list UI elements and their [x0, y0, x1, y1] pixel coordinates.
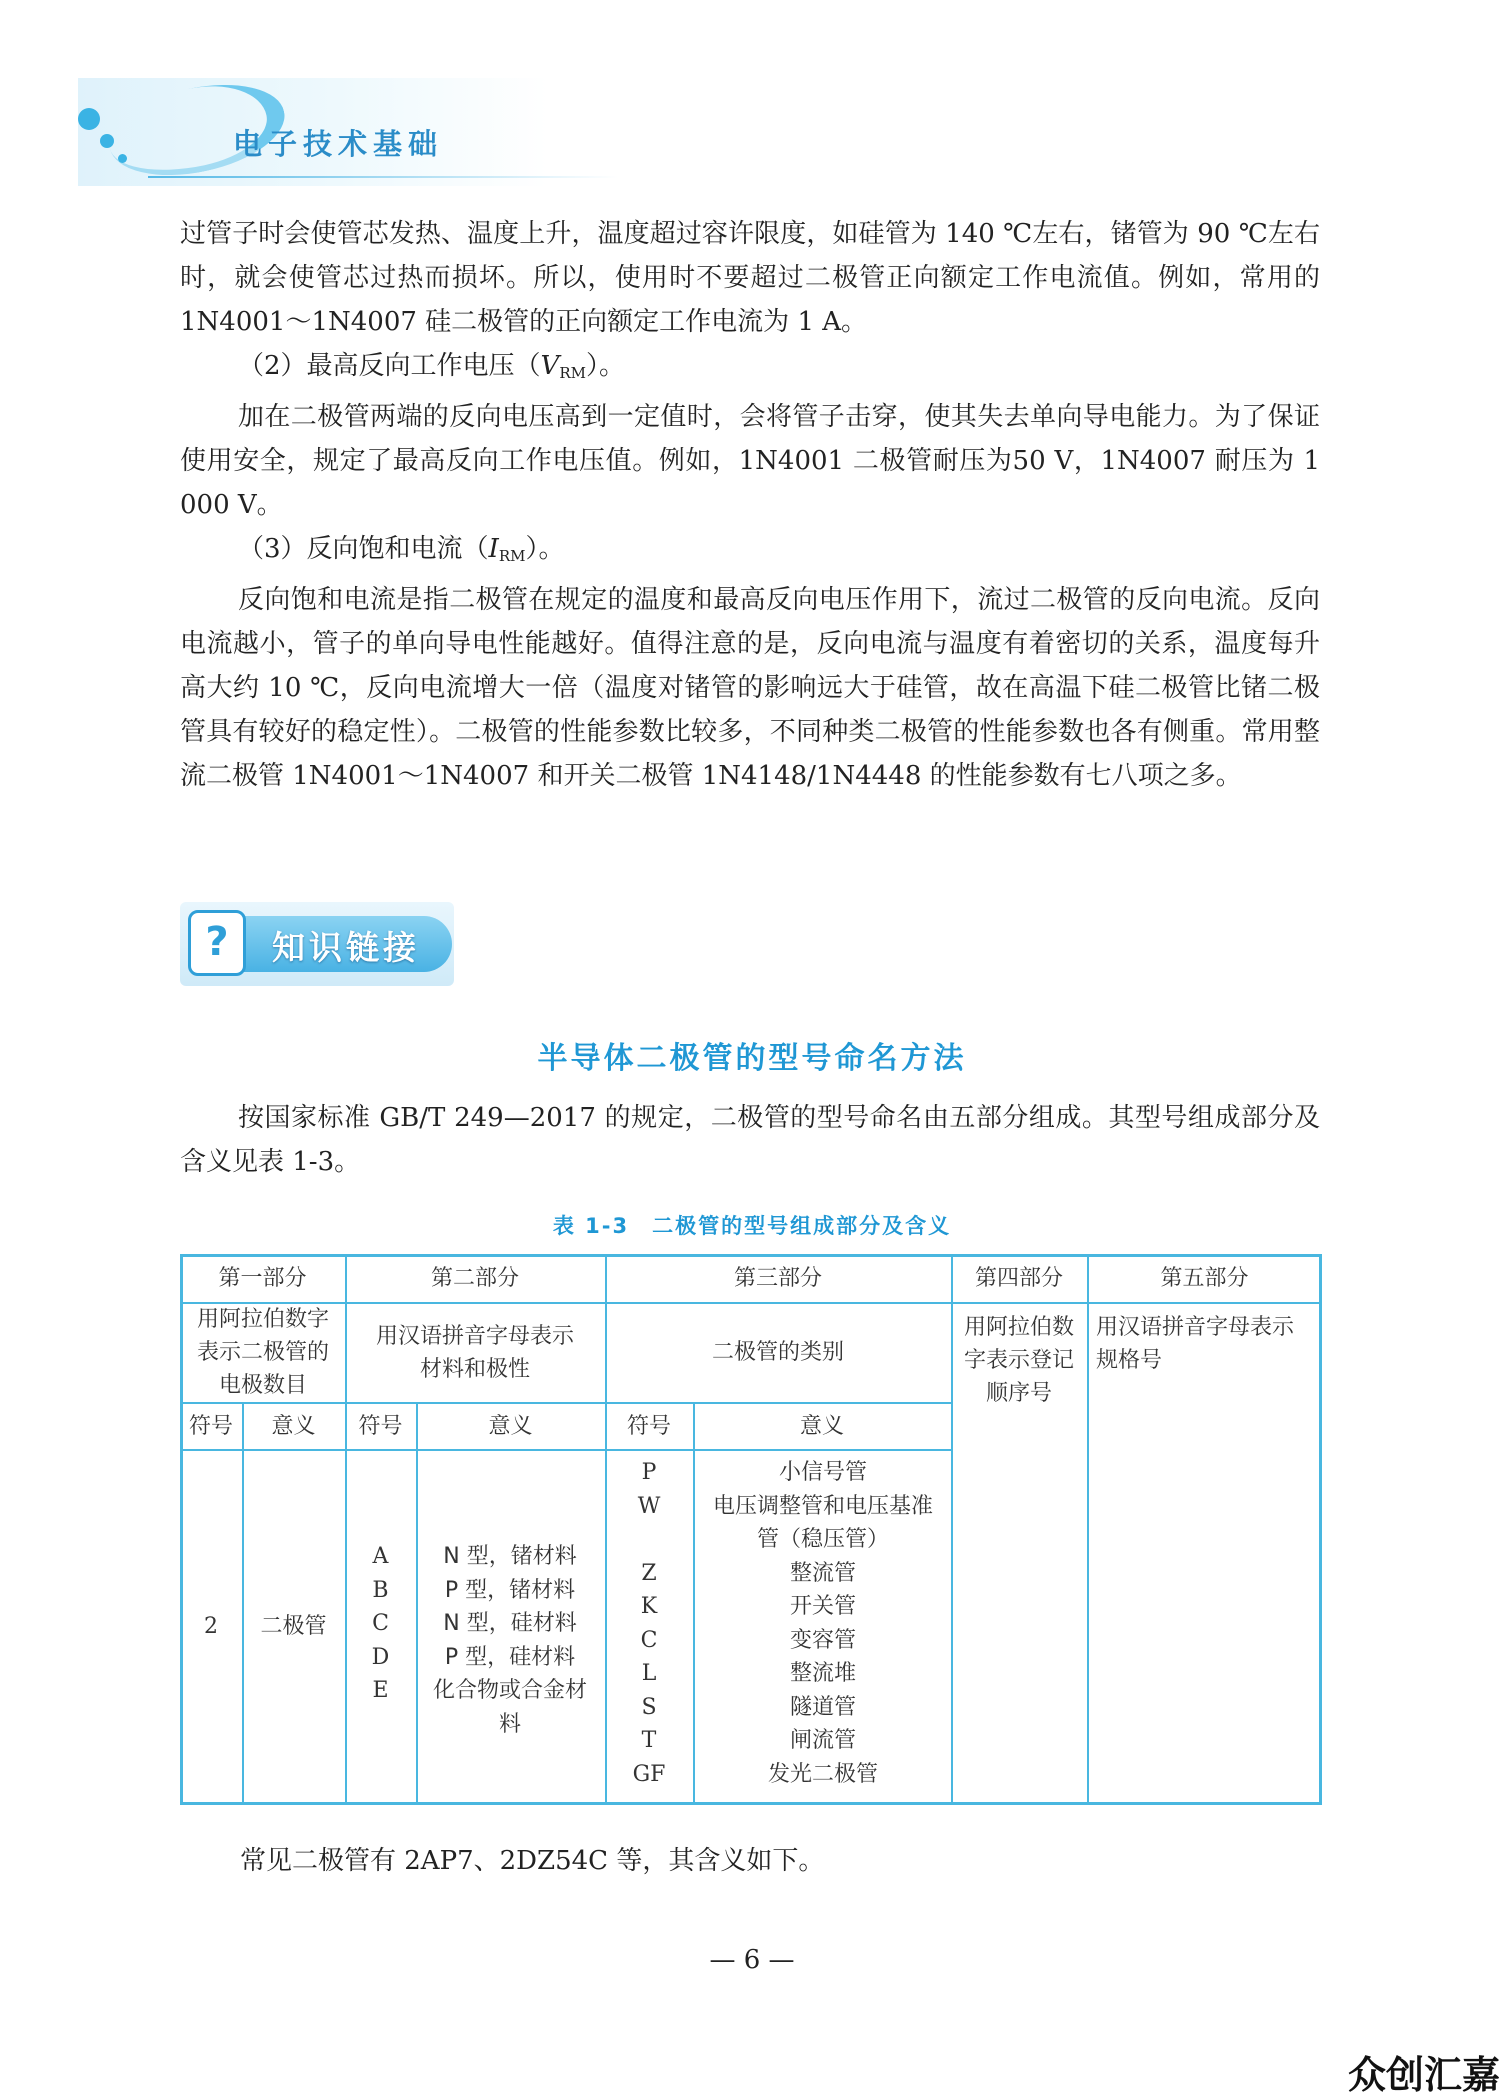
table-divider: [242, 1402, 244, 1805]
part3-meaning: 发光二极管: [767, 1761, 878, 1787]
table-divider: [1087, 1254, 1089, 1805]
part3-meaning: 小信号管: [778, 1460, 867, 1485]
watermark: 众创汇嘉: [1347, 2053, 1500, 2097]
part3-symbol: L: [641, 1661, 657, 1686]
part1-symbol: 2: [204, 1614, 218, 1639]
subheader-symbol: 符号: [358, 1414, 403, 1439]
table-divider: [416, 1402, 418, 1805]
paragraph-reverse-voltage: 加在二极管两端的反向电压高到一定值时，会将管子击穿，使其失去单向导电能力。为了保证使用安全，规定了最高反向工作电压值。例如，1N4001 二极管耐压为50 V，1N4007 耐压为 1 000 V。: [180, 402, 1320, 520]
header-dot-decoration: [78, 108, 100, 130]
part3-meaning: 闸流管: [789, 1728, 856, 1753]
part2-meaning: 化合物或合金材料: [432, 1678, 587, 1737]
header-dot-decoration: [100, 134, 114, 148]
heading-max-reverse-voltage: （2）最高反向工作电压$(V_{RM})$。: [238, 351, 625, 382]
subheader-symbol: 符号: [626, 1414, 671, 1439]
table-divider: [951, 1254, 953, 1805]
header-part-2: 第二部分: [430, 1266, 519, 1291]
desc-part-1: 用阿拉伯数字表示二极管的电极数目: [196, 1307, 329, 1398]
diode-naming-table: [180, 1254, 1322, 1805]
part2-meaning: P 型，锗材料: [444, 1577, 576, 1603]
part3-symbol: T: [641, 1728, 657, 1753]
part3-symbol: Z: [641, 1560, 657, 1586]
part2-symbol: D: [371, 1644, 390, 1670]
table-border: [180, 1254, 183, 1805]
table-divider: [345, 1254, 347, 1805]
part3-meaning: 隧道管: [789, 1694, 856, 1720]
desc-part-4: 用阿拉伯数字表示登记顺序号: [963, 1315, 1074, 1406]
section-intro-block: [180, 1096, 1320, 1184]
part3-symbols: [605, 1456, 693, 1791]
header-part-1: 第一部分: [218, 1266, 307, 1291]
part3-symbol: P: [641, 1460, 657, 1485]
part3-meaning: 电压调整管和电压基准管（稳压管）: [712, 1493, 933, 1552]
subheader-symbol: 符号: [188, 1414, 233, 1439]
header-dot-decoration: [118, 154, 127, 163]
book-title: 电子技术基础: [233, 127, 444, 161]
heading-reverse-saturation-current: （3）反向饱和电流$(I_{RM})$。: [238, 534, 565, 565]
subheader-meaning: 意义: [799, 1414, 844, 1439]
subheader-meaning: 意义: [271, 1414, 316, 1439]
section-intro: 按国家标准 GB/T 249—2017 的规定，二极管的型号命名由五部分组成。其型号组成部分及含义见表 1-3。: [180, 1103, 1320, 1177]
paragraph-forward-current: 过管子时会使管芯发热、温度上升，温度超过容许限度，如硅管为 140 ℃左右，锗管为 90 ℃左右时，就会使管芯过热而损坏。所以，使用时不要超过二极管正向额定工作电流值。例如，常用的 1N4001～1N4007 硅二极管的正向额定工作电流为 1 A。: [180, 219, 1320, 337]
header-part-3: 第三部分: [733, 1266, 822, 1291]
part2-symbol: A: [372, 1544, 389, 1569]
part3-meaning: 开关管: [789, 1594, 856, 1619]
part1-meaning: 二极管: [260, 1614, 327, 1639]
part2-meaning: P 型，硅材料: [444, 1644, 576, 1670]
part3-meaning: 变容管: [789, 1627, 856, 1653]
table-caption: 表 1-3 二极管的型号组成部分及含义: [552, 1214, 952, 1238]
part3-meanings: [708, 1456, 938, 1791]
part3-symbol: W: [637, 1493, 661, 1519]
table-divider: [180, 1449, 951, 1451]
page-header: [78, 78, 548, 186]
footer-note: 常见二极管有 2AP7、2DZ54C 等，其含义如下。: [240, 1846, 825, 1876]
part3-meaning: 整流堆: [789, 1661, 856, 1686]
table-border: [180, 1802, 1322, 1805]
part3-symbol: K: [640, 1594, 658, 1619]
paragraph-reverse-current: 反向饱和电流是指二极管在规定的温度和最高反向电压作用下，流过二极管的反向电流。反向电流越小，管子的单向导电性能越好。值得注意的是，反向电流与温度有着密切的关系，温度每升高大约 10 ℃，反向电流增大一倍（温度对锗管的影响远大于硅管，故在高温下硅二极管比锗二极管具有较好的稳定性）。二极管的性能参数比较多，不同种类二极管的性能参数也各有侧重。常用整流二极管 1N4001～1N4007 和开关二极管 1N4148/1N4448 的性能参数有七八项之多。: [180, 585, 1320, 791]
table-border: [1319, 1254, 1322, 1805]
part3-symbol: S: [641, 1694, 657, 1720]
question-icon: ?: [188, 910, 246, 976]
table-divider: [180, 1302, 1322, 1304]
header-part-5: 第五部分: [1160, 1266, 1249, 1291]
part2-meaning: N 型，硅材料: [443, 1611, 577, 1636]
subheader-meaning: 意义: [488, 1414, 533, 1439]
section-title: 半导体二极管的型号命名方法: [537, 1041, 967, 1076]
header-rule: [148, 176, 618, 178]
desc-part-2: 用汉语拼音字母表示材料和极性: [375, 1324, 574, 1382]
part2-symbol: B: [372, 1577, 389, 1603]
body-text-top: [180, 212, 1320, 798]
part2-symbol: E: [372, 1678, 389, 1703]
part3-symbol: C: [640, 1627, 658, 1653]
part2-symbols: [345, 1540, 416, 1708]
page-number: — 6 —: [709, 1945, 795, 1975]
desc-part-3: 二极管的类别: [711, 1340, 844, 1365]
part2-meaning: N 型，锗材料: [443, 1544, 577, 1569]
part3-meaning: 整流管: [789, 1560, 856, 1586]
part2-symbol: C: [372, 1611, 389, 1636]
badge-label: 知识链接: [272, 928, 420, 967]
part3-symbol: GF: [632, 1761, 666, 1787]
knowledge-link-badge: [180, 902, 454, 986]
desc-part-5: 用汉语拼音字母表示规格号: [1096, 1315, 1295, 1373]
table-divider: [180, 1402, 951, 1404]
table-divider: [693, 1402, 695, 1805]
table-border: [180, 1254, 1322, 1257]
header-part-4: 第四部分: [974, 1266, 1063, 1291]
part2-meanings: [430, 1540, 590, 1741]
